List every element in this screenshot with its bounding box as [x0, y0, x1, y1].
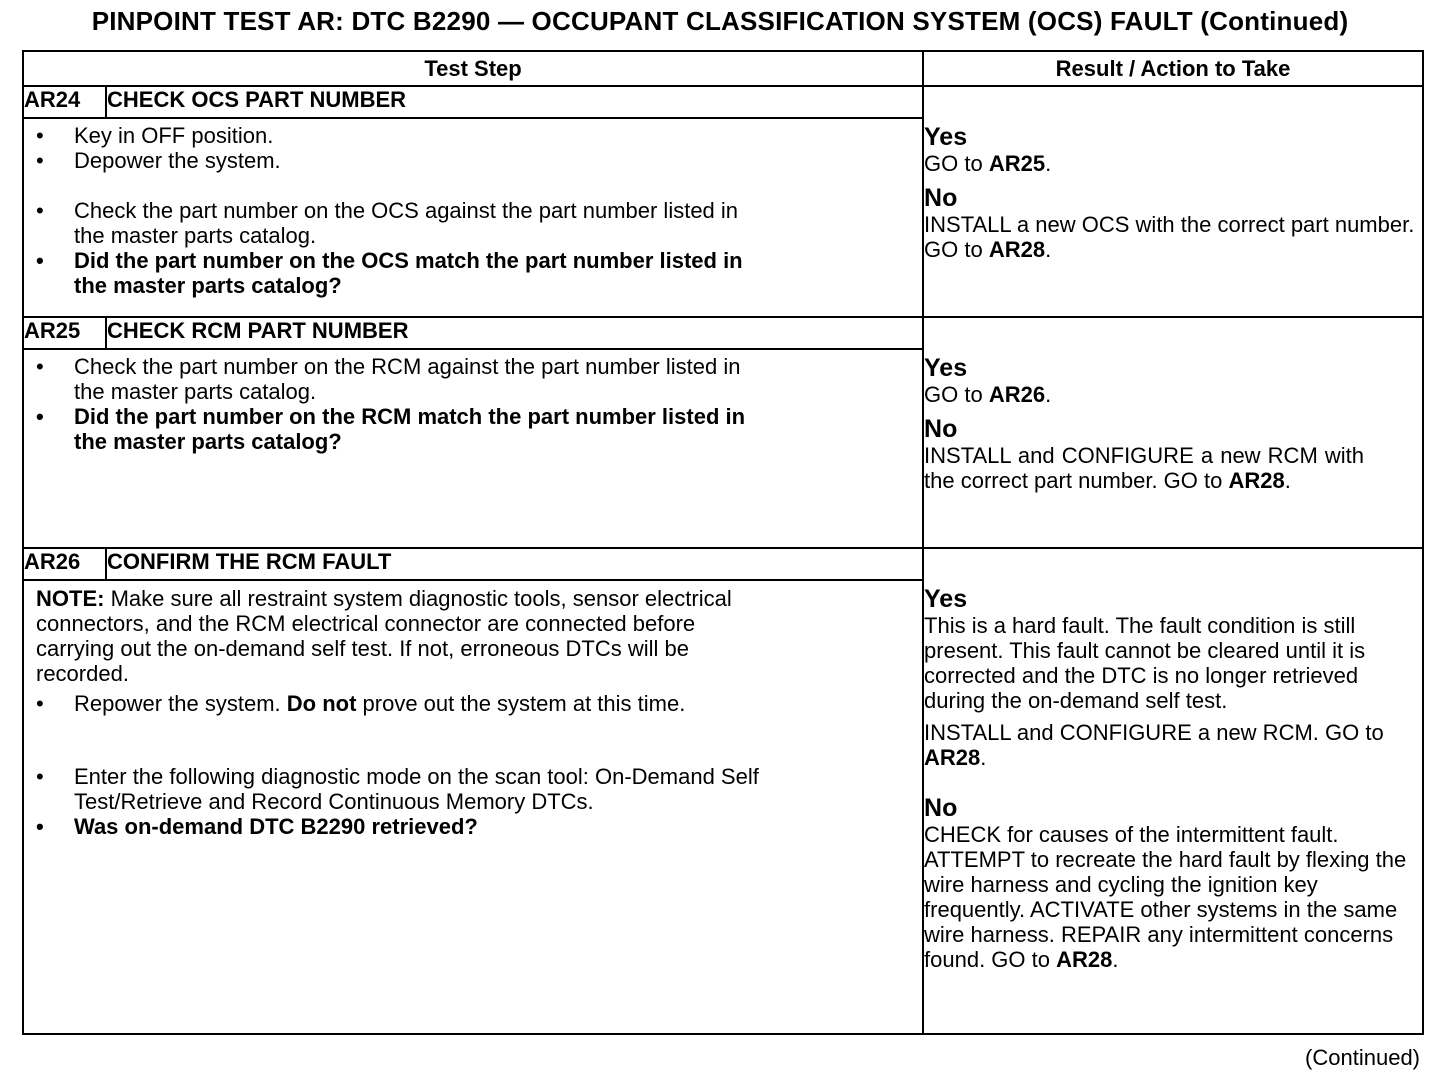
- step-ref: AR28: [1228, 468, 1285, 493]
- yes-label: Yes: [924, 354, 968, 382]
- step-instructions: [23, 118, 923, 317]
- step-question: • Did the part number on the OCS match the part number listed in the master parts catalog?: [24, 248, 764, 298]
- step-title: CHECK RCM PART NUMBER: [106, 317, 923, 349]
- step-ref: AR28: [924, 745, 981, 770]
- yes-action-install: INSTALL and CONFIGURE a new RCM. GO to AR28.: [924, 720, 1384, 770]
- yes-result: [924, 586, 1422, 770]
- no-action: CHECK for causes of the intermittent fault. ATTEMPT to recreate the hard fault by flexing the wire harness and cycling the ignition key frequently. ACTIVATE other systems in the same wire harness. REPAIR any intermittent concerns found. GO to AR28.: [924, 822, 1407, 972]
- yes-result: [924, 355, 1422, 407]
- step-row-ar26: [23, 548, 1423, 580]
- step-ref: AR25: [988, 151, 1046, 176]
- yes-label: Yes: [924, 585, 968, 613]
- step-row-ar25: [23, 317, 1423, 349]
- step-ref: AR28: [1056, 947, 1113, 972]
- pinpoint-test-table: [22, 50, 1424, 1035]
- note-label: NOTE:: [36, 586, 105, 611]
- step-ref: AR28: [988, 237, 1046, 262]
- header-result: Result / Action to Take: [923, 51, 1423, 86]
- no-result: [924, 185, 1422, 262]
- step-id: AR24: [23, 86, 106, 118]
- step-id: AR25: [23, 317, 106, 349]
- header-test-step: Test Step: [23, 51, 923, 86]
- yes-label: Yes: [924, 123, 968, 151]
- instruction-item: • Repower the system. Do not prove out the system at this time.: [24, 691, 804, 716]
- no-action: INSTALL a new OCS with the correct part number. GO to AR28.: [924, 212, 1415, 262]
- no-label: No: [924, 415, 958, 443]
- no-result: [924, 416, 1422, 493]
- step-instructions: [23, 349, 923, 548]
- step-ref: AR26: [988, 382, 1046, 407]
- instruction-item: • Enter the following diagnostic mode on the scan tool: On-Demand Self Test/Retrieve and Record Continuous Memory DTCs.: [24, 764, 814, 814]
- yes-action: GO to AR25.: [924, 151, 1052, 176]
- step-question: • Did the part number on the RCM match the part number listed in the master parts catalog?: [24, 404, 764, 454]
- yes-action: GO to AR26.: [924, 382, 1052, 407]
- instruction-item: • Depower the system.: [24, 148, 764, 173]
- result-cell: [923, 317, 1423, 548]
- step-note: NOTE: Make sure all restraint system diagnostic tools, sensor electrical connectors, and the RCM electrical connector are connected before carrying out the on-demand self test. If not, erroneous DTCs will be recorded.: [36, 586, 732, 686]
- step-id: AR26: [23, 548, 106, 580]
- no-result: [924, 795, 1422, 972]
- result-cell: [923, 548, 1423, 1034]
- instruction-item: • Key in OFF position.: [24, 123, 764, 148]
- no-label: No: [924, 184, 958, 212]
- no-label: No: [924, 794, 958, 822]
- no-action: INSTALL and CONFIGURE a new RCM with the correct part number. GO to AR28.: [924, 443, 1365, 493]
- yes-action: This is a hard fault. The fault condition is still present. This fault cannot be cleared until it is corrected and the DTC is no longer retrieved during the on-demand self test.: [924, 613, 1366, 713]
- instruction-item: • Check the part number on the OCS against the part number listed in the master parts catalog.: [24, 198, 764, 248]
- step-title: CHECK OCS PART NUMBER: [106, 86, 923, 118]
- yes-result: [924, 124, 1422, 176]
- page-title: PINPOINT TEST AR: DTC B2290 — OCCUPANT CLASSIFICATION SYSTEM (OCS) FAULT (Continued): [91, 6, 1349, 36]
- step-row-ar24: [23, 86, 1423, 118]
- step-instructions: [23, 580, 923, 1034]
- instruction-item: • Check the part number on the RCM against the part number listed in the master parts catalog.: [24, 354, 764, 404]
- result-cell: [923, 86, 1423, 317]
- continued-label: (Continued): [1305, 1045, 1420, 1070]
- table-header-row: [23, 51, 1423, 86]
- step-title: CONFIRM THE RCM FAULT: [106, 548, 923, 580]
- step-question: • Was on-demand DTC B2290 retrieved?: [24, 814, 804, 839]
